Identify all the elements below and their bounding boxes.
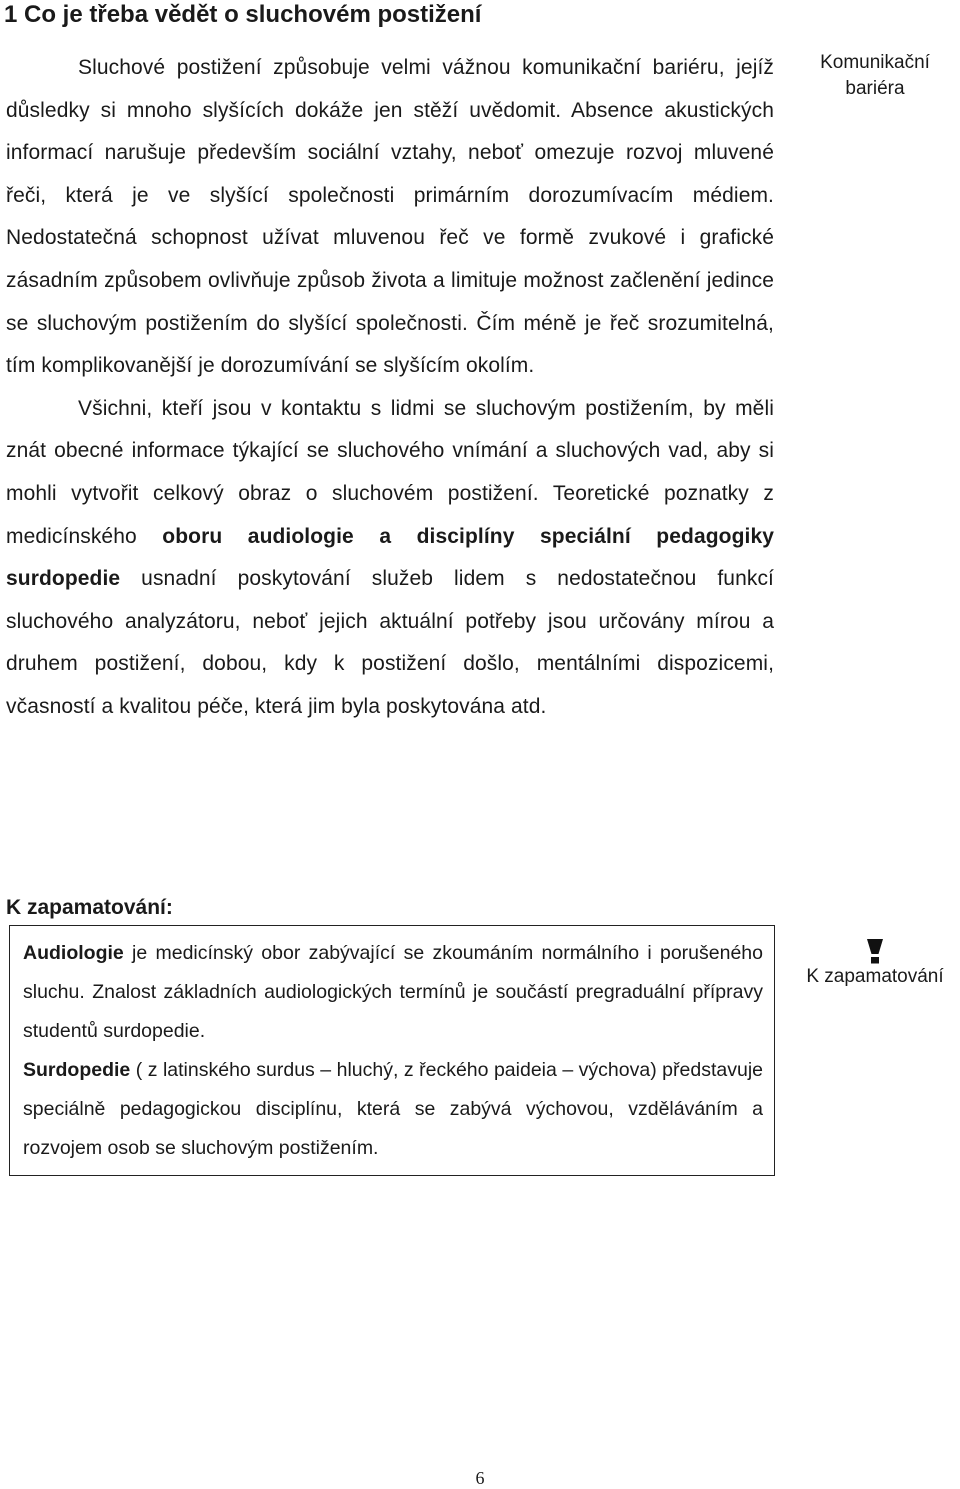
paragraph-2 <box>6 388 774 729</box>
paragraph-1: Sluchové postižení způsobuje velmi vážnou komunikační bariéru, jejíž důsledky si mnoho slyšících dokáže jen stěží uvědomit. Absence akustických informací narušuje především sociální vztahy, neboť omezuje rozvoj mluvené řeči, která je ve slyšící společnosti primárním dorozumívacím médiem. Nedostatečná schopnost užívat mluvenou řeč ve formě zvukové i grafické zásadním způsobem ovlivňuje způsob života a limituje možnost začlenění jedince se sluchovým postižením do slyšící společnosti. Čím méně je řeč srozumitelná, tím komplikovanější je dorozumívání se slyšícím okolím. <box>6 56 774 378</box>
remember-item-audiologie <box>23 934 763 1051</box>
exclamation-mark-icon <box>860 936 890 966</box>
remember-box-content <box>23 934 763 1168</box>
remember-item-surdopedie <box>23 1051 763 1168</box>
margin-note-remember: K zapamatování <box>806 966 944 987</box>
term-surdopedie: Surdopedie <box>23 1059 131 1081</box>
definition-surdopedie: ( z latinského surdus – hluchý, z řeckého paideia – výchova) představuje speciálně pedagogickou disciplínu, která se zabývá výchovou, vzděláváním a rozvojem osob se sluchovým postižením. <box>23 1059 763 1159</box>
definition-audiologie: je medicínský obor zabývající se zkoumáním normálního i porušeného sluchu. Znalost základních audiologických termínů je součástí pregraduální přípravy studentů surdopedie. <box>23 942 763 1042</box>
section-heading: 1 Co je třeba vědět o sluchovém postižení <box>4 1 482 28</box>
paragraph-2-part-1: Všichni, kteří jsou v kontaktu s lidmi se sluchovým postižením, by měli znát obecné informace týkající se sluchového vnímání a sluchových vad, aby si mohli vytvořit celkový obraz o sluchovém postižení. Teoretické poznatky z medicínského <box>6 396 774 548</box>
paragraph-2-part-2: usnadní poskytování služeb lidem s nedostatečnou funkcí sluchového analyzátoru, neboť jejich aktuální potřeby jsou určovány mírou a druhem postižení, dobou, kdy k postižení došlo, mentálními dispozicemi, včasností a kvalitou péče, která jim byla poskytována atd. <box>6 567 774 718</box>
main-text <box>6 47 774 729</box>
paragraph-2-bold: oboru audiologie a disciplíny speciální pedagogiky surdopedie <box>6 524 774 591</box>
remember-box <box>9 925 775 1176</box>
page-number: 6 <box>475 1468 485 1488</box>
remember-heading: K zapamatování: <box>6 896 173 919</box>
term-audiologie: Audiologie <box>23 942 124 964</box>
margin-note-communication-barrier: Komunikační bariéra <box>820 52 930 99</box>
